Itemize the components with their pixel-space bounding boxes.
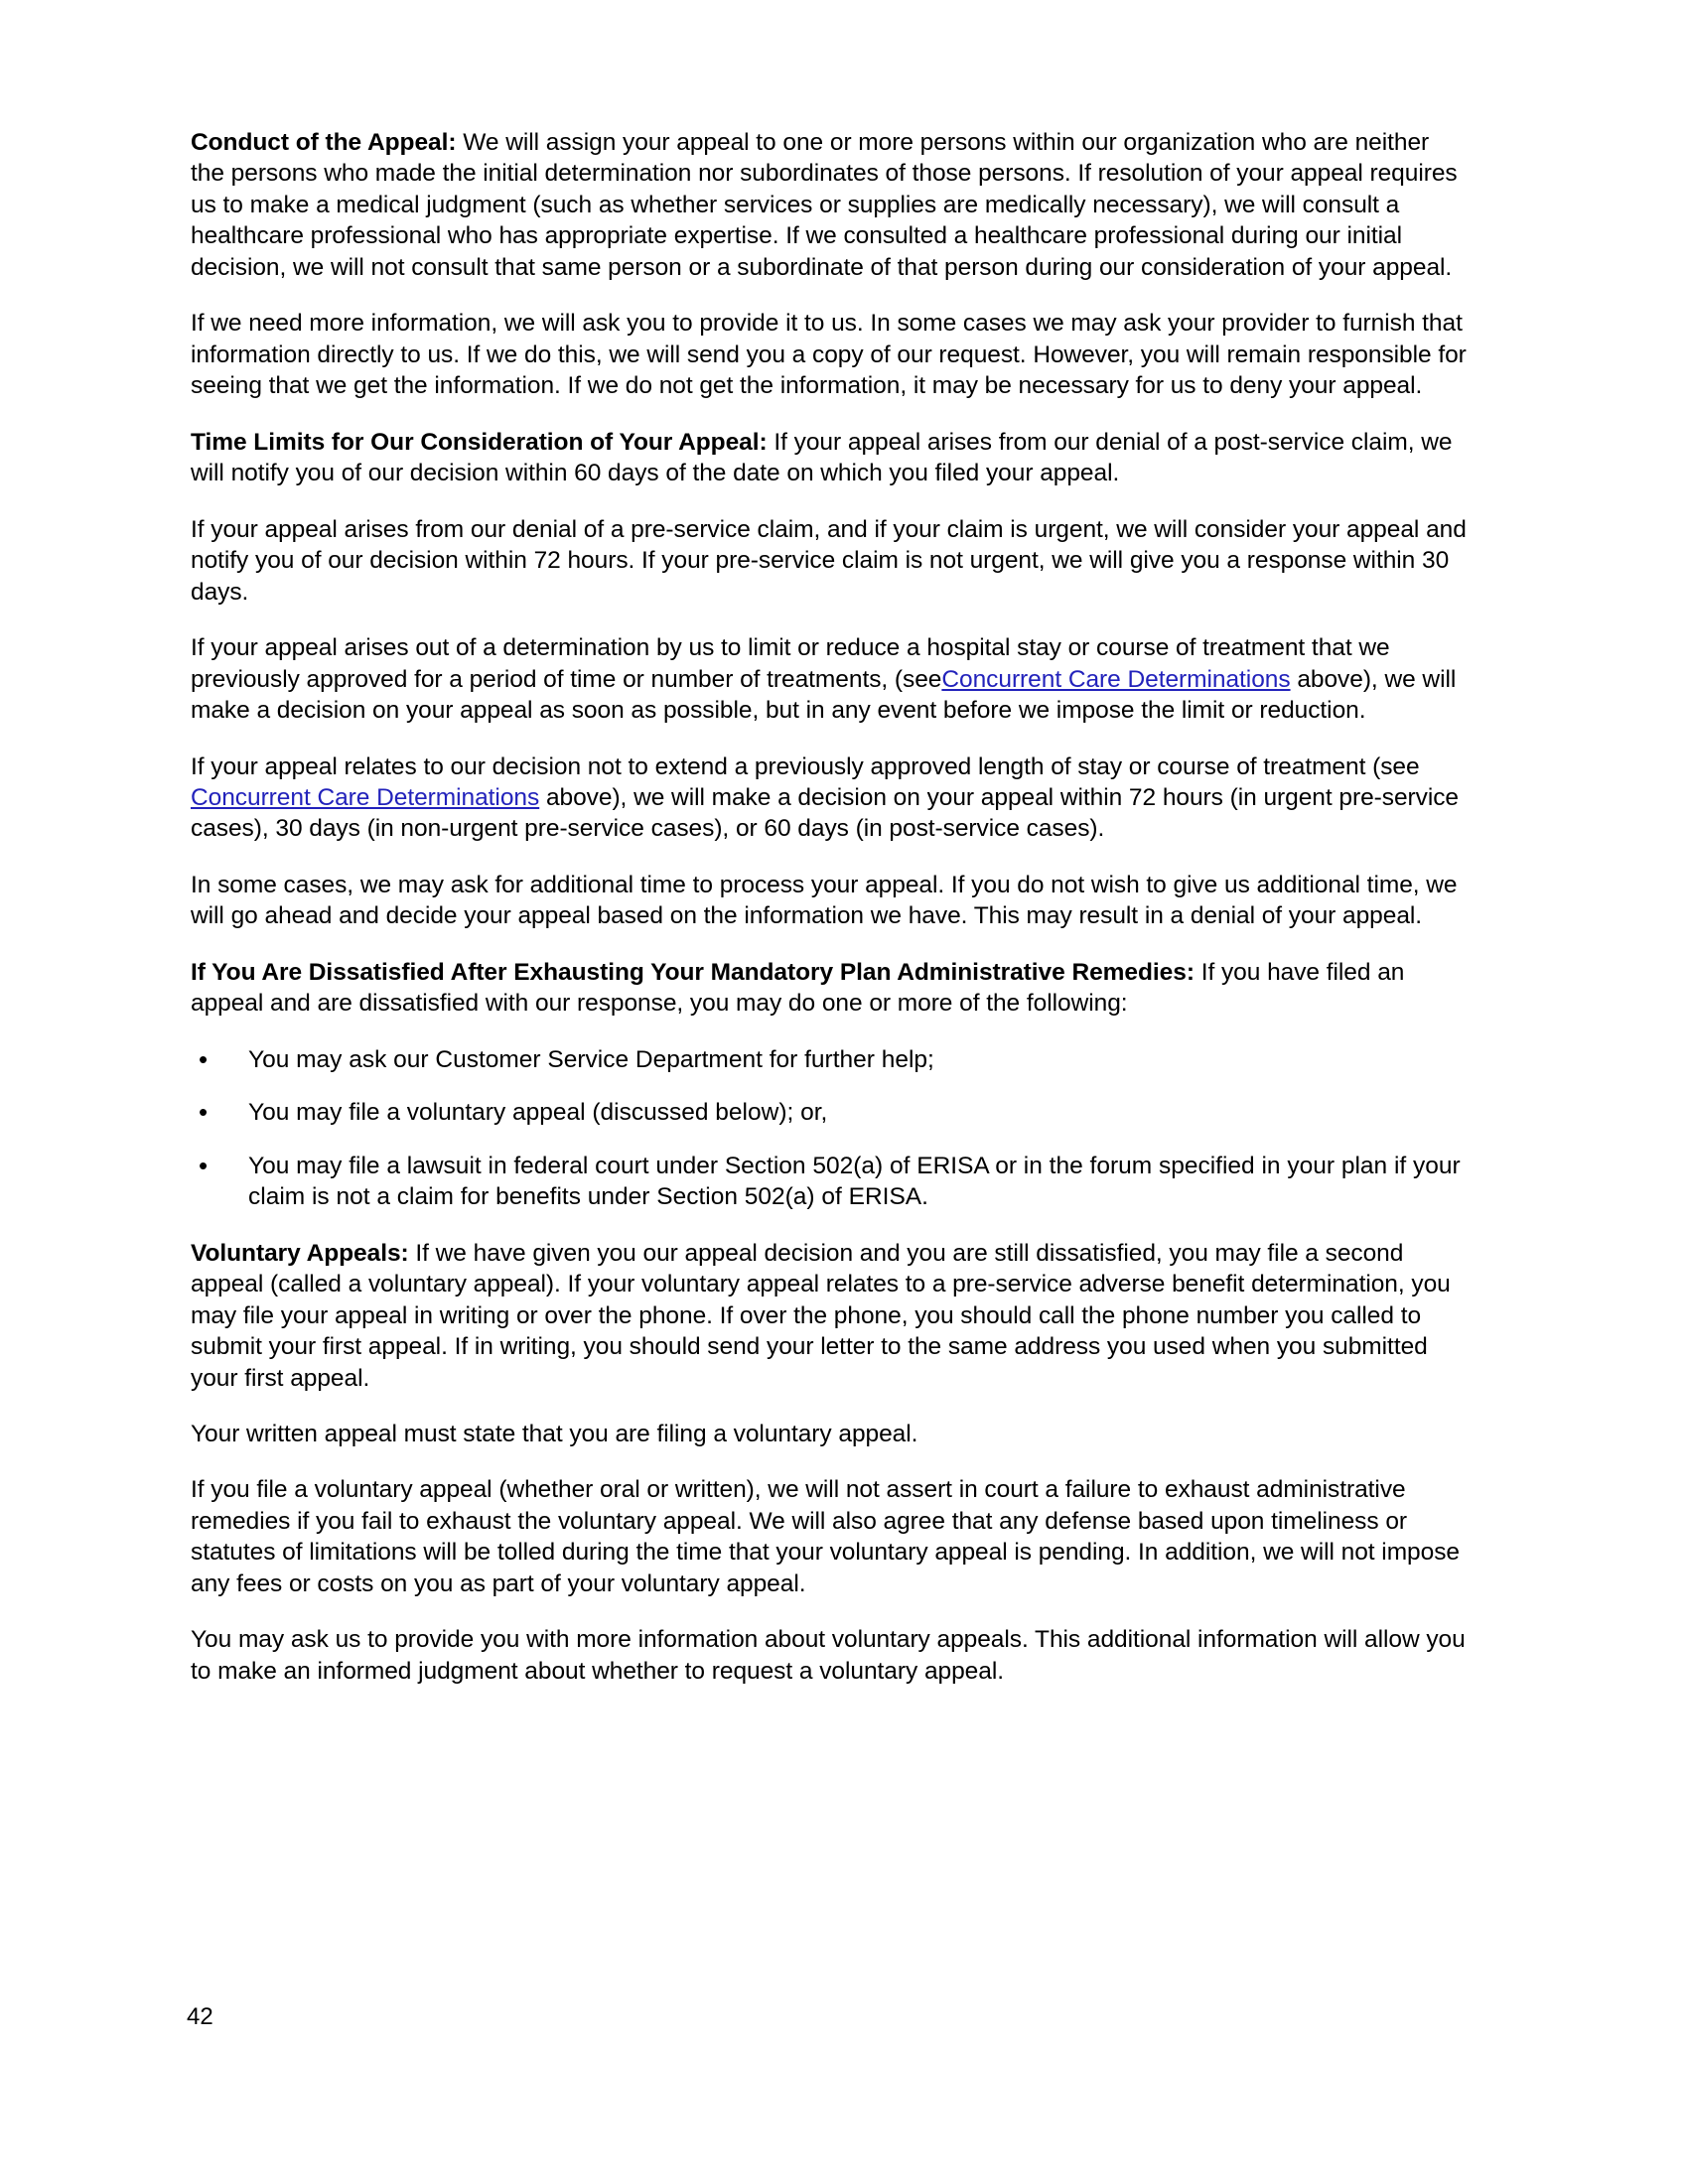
list-item (191, 1151, 1467, 1213)
paragraph-text: You may ask us to provide you with more information about voluntary appeals. This additional information will allow you to make an informed judgment about whether to request a voluntary appeal. (191, 1626, 1466, 1685)
paragraph-pre-service-urgent (191, 514, 1467, 608)
list-item-text: You may file a lawsuit in federal court under Section 502(a) of ERISA or in the forum specified in your plan if your claim is not a claim for benefits under Section 502(a) of ERISA. (248, 1152, 1461, 1211)
paragraph-voluntary-appeals (191, 1238, 1467, 1394)
paragraph-text: If your appeal arises from our denial of a post-service claim, we will notify you of our decision within 60 days of the date on which you filed your appeal. (191, 428, 1453, 487)
paragraph-text-after-link: above), we will make a decision on your appeal as soon as possible, but in any event before we impose the limit or reduction. (191, 665, 1457, 725)
paragraph-concurrent-care-1 (191, 632, 1467, 726)
paragraph-text: If your appeal arises from our denial of a pre-service claim, and if your claim is urgent, we will consider your appeal and notify you of our decision within 72 hours. If your pre-service claim is not urgent, we will give you a response within 30 days. (191, 515, 1467, 606)
paragraph-text: If we need more information, we will ask you to provide it to us. In some cases we may ask your provider to furnish that information directly to us. If we do this, we will send you a copy of our request. However, you will remain responsible for seeing that we get the information. If we do not get the information, it may be necessary for us to deny your appeal. (191, 310, 1467, 400)
page-content (191, 127, 1467, 1711)
dissatisfied-options-list (191, 1044, 1467, 1213)
paragraph-concurrent-care-2 (191, 751, 1467, 845)
page-number: 42 (187, 2003, 213, 2030)
paragraph-text-after-link: above), we will make a decision on your appeal within 72 hours (in urgent pre-service cases), 30 days (in non-urgent pre-service cases), or 60 days (in post-service cases). (191, 783, 1460, 843)
heading-conduct-of-the-appeal: Conduct of the Appeal: (191, 129, 457, 156)
paragraph-text-before-link: If your appeal relates to our decision not to extend a previously approved length of stay or course of treatment (see (191, 752, 1420, 780)
paragraph-voluntary-exhaust (191, 1474, 1467, 1599)
paragraph-text-before-link: If your appeal arises out of a determination by us to limit or reduce a hospital stay or course of treatment that we previously approved for a period of time or number of treatments, (see (191, 634, 1390, 693)
paragraph-text: In some cases, we may ask for additional time to process your appeal. If you do not wish to give us additional time, we will go ahead and decide your appeal based on the information we have. This may result in a denial of your appeal. (191, 871, 1458, 930)
list-item-text: You may file a voluntary appeal (discussed below); or, (248, 1099, 828, 1127)
heading-time-limits: Time Limits for Our Consideration of Your Appeal: (191, 428, 768, 456)
paragraph-text: Your written appeal must state that you are filing a voluntary appeal. (191, 1421, 918, 1447)
list-item (191, 1044, 1467, 1075)
bullet-icon: • (199, 1097, 209, 1128)
paragraph-time-limits (191, 427, 1467, 489)
paragraph-text: If we have given you our appeal decision and you are still dissatisfied, you may file a second appeal (called a voluntary appeal). If your voluntary appeal relates to a pre-service adverse benefit determination, you may file your appeal in writing or over the phone. If over the phone, you should call the phone number you called to submit your first appeal. If in writing, you should send your letter to the same address you used when you submitted your first appeal. (191, 1239, 1451, 1392)
list-item-text: You may ask our Customer Service Department for further help; (248, 1045, 934, 1073)
bullet-icon: • (199, 1043, 209, 1074)
paragraph-dissatisfied (191, 957, 1467, 1020)
bullet-icon: • (199, 1150, 209, 1180)
paragraph-additional-time (191, 870, 1467, 932)
paragraph-text: If you file a voluntary appeal (whether oral or written), we will not assert in court a failure to exhaust administrative remedies if you fail to exhaust the voluntary appeal. We will also agree that any defense based upon timeliness or statutes of limitations will be tolled during the time that your voluntary appeal is pending. In addition, we will not impose any fees or costs on you as part of your voluntary appeal. (191, 1476, 1460, 1597)
paragraph-text: If you have filed an appeal and are dissatisfied with our response, you may do one or more of the following: (191, 958, 1405, 1018)
heading-dissatisfied: If You Are Dissatisfied After Exhausting Your Mandatory Plan Administrative Remedies: (191, 958, 1195, 986)
paragraph-more-information (191, 308, 1467, 401)
paragraph-conduct-of-the-appeal (191, 127, 1467, 283)
paragraph-text: We will assign your appeal to one or more persons within our organization who are neither the persons who made the initial determination nor subordinates of those persons. If resolution of your appeal requires us to make a medical judgment (such as whether services or supplies are medically necessary), we will consult a healthcare professional who has appropriate expertise. If we consulted a healthcare professional during our initial decision, we will not consult that same person or a subordinate of that person during our consideration of your appeal. (191, 129, 1458, 281)
list-item (191, 1097, 1467, 1128)
paragraph-more-information-voluntary (191, 1624, 1467, 1687)
link-concurrent-care-determinations[interactable]: Concurrent Care Determinations (191, 783, 540, 811)
heading-voluntary-appeals: Voluntary Appeals: (191, 1239, 409, 1267)
paragraph-written-appeal (191, 1419, 1467, 1449)
link-concurrent-care-determinations[interactable]: Concurrent Care Determinations (941, 665, 1291, 693)
